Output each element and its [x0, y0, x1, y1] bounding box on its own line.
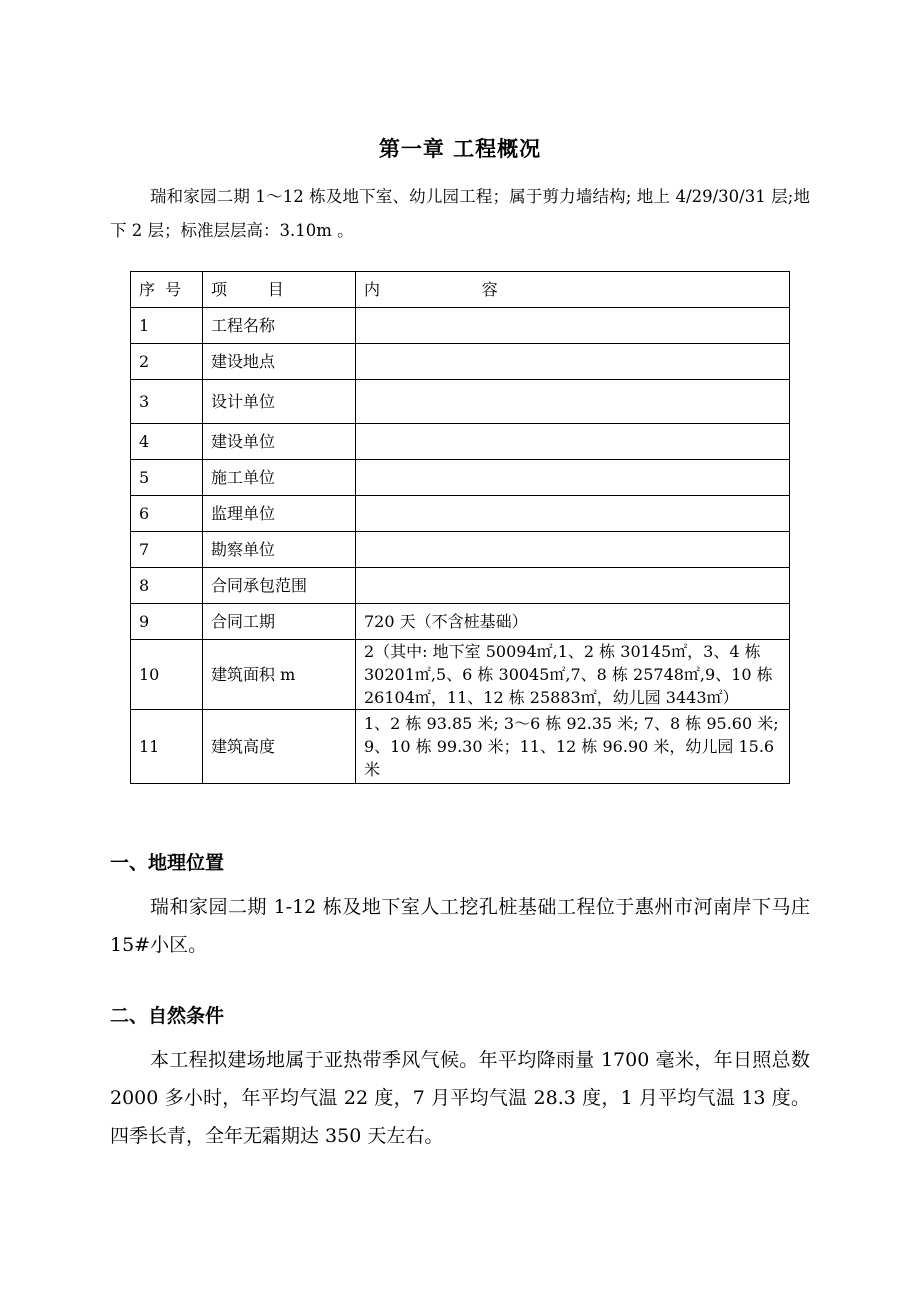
- table-row: [131, 640, 790, 710]
- location-paragraph: 瑞和家园二期 1-12 栋及地下室人工挖孔桩基础工程位于惠州市河南岸下马庄 15#小区。: [110, 896, 810, 956]
- project-overview-table: [130, 271, 790, 784]
- row-item: 合同工期: [203, 604, 356, 640]
- table-row: [131, 344, 790, 380]
- header-no: 序 号: [131, 272, 203, 308]
- natural-conditions-paragraph: 本工程拟建场地属于亚热带季风气候。年平均降雨量 1700 毫米，年日照总数 2000 多小时，年平均气温 22 度，7 月平均气温 28.3 度，1 月平均气温 13 度。四季长青，全年无霜期达 350 天左右。: [110, 1049, 810, 1147]
- row-item: 建筑高度: [203, 710, 356, 784]
- table-row: [131, 308, 790, 344]
- row-item: 勘察单位: [203, 532, 356, 568]
- row-no: 7: [131, 532, 203, 568]
- intro-paragraph: 瑞和家园二期 1～12 栋及地下室、幼儿园工程；属于剪力墙结构; 地上 4/29/30/31 层;地下 2 层；标准层层高：3.10m 。: [110, 187, 810, 240]
- row-item: 合同承包范围: [203, 568, 356, 604]
- row-content: [356, 424, 790, 460]
- table-row: [131, 568, 790, 604]
- row-content: 2（其中: 地下室 50094㎡,1、2 栋 30145㎡，3、4 栋 30201㎡,5、6 栋 30045㎡,7、8 栋 25748㎡,9、10 栋 26104㎡，11、12 栋 25883㎡，幼儿园 3443㎡）: [356, 640, 790, 710]
- row-item: 监理单位: [203, 496, 356, 532]
- row-content: [356, 308, 790, 344]
- row-no: 6: [131, 496, 203, 532]
- row-content: [356, 380, 790, 424]
- row-no: 5: [131, 460, 203, 496]
- table-row: [131, 380, 790, 424]
- table-row: [131, 604, 790, 640]
- header-item: 项 目: [203, 272, 356, 308]
- row-content: [356, 460, 790, 496]
- row-item: 建筑面积 m: [203, 640, 356, 710]
- row-no: 2: [131, 344, 203, 380]
- section-heading-location: 一、地理位置: [110, 852, 225, 874]
- table-row: [131, 710, 790, 784]
- row-no: 1: [131, 308, 203, 344]
- row-no: 10: [131, 640, 203, 710]
- table-row: [131, 424, 790, 460]
- row-content: [356, 568, 790, 604]
- section-heading-natural-conditions: 二、自然条件: [110, 1005, 225, 1027]
- row-item: 建设地点: [203, 344, 356, 380]
- row-content: 1、2 栋 93.85 米; 3～6 栋 92.35 米; 7、8 栋 95.60 米; 9、10 栋 99.30 米；11、12 栋 96.90 米，幼儿园 15.6 米: [356, 710, 790, 784]
- row-content: [356, 496, 790, 532]
- row-no: 8: [131, 568, 203, 604]
- row-item: 施工单位: [203, 460, 356, 496]
- row-no: 4: [131, 424, 203, 460]
- table-header-row: [131, 272, 790, 308]
- chapter-title: 第一章 工程概况: [378, 137, 542, 161]
- row-content: [356, 532, 790, 568]
- row-content: 720 天（不含桩基础）: [356, 604, 790, 640]
- table-row: [131, 496, 790, 532]
- table-row: [131, 460, 790, 496]
- header-content: 内 容: [356, 272, 790, 308]
- row-content: [356, 344, 790, 380]
- row-no: 11: [131, 710, 203, 784]
- table-row: [131, 532, 790, 568]
- row-no: 9: [131, 604, 203, 640]
- row-item: 建设单位: [203, 424, 356, 460]
- row-item: 工程名称: [203, 308, 356, 344]
- row-item: 设计单位: [203, 380, 356, 424]
- row-no: 3: [131, 380, 203, 424]
